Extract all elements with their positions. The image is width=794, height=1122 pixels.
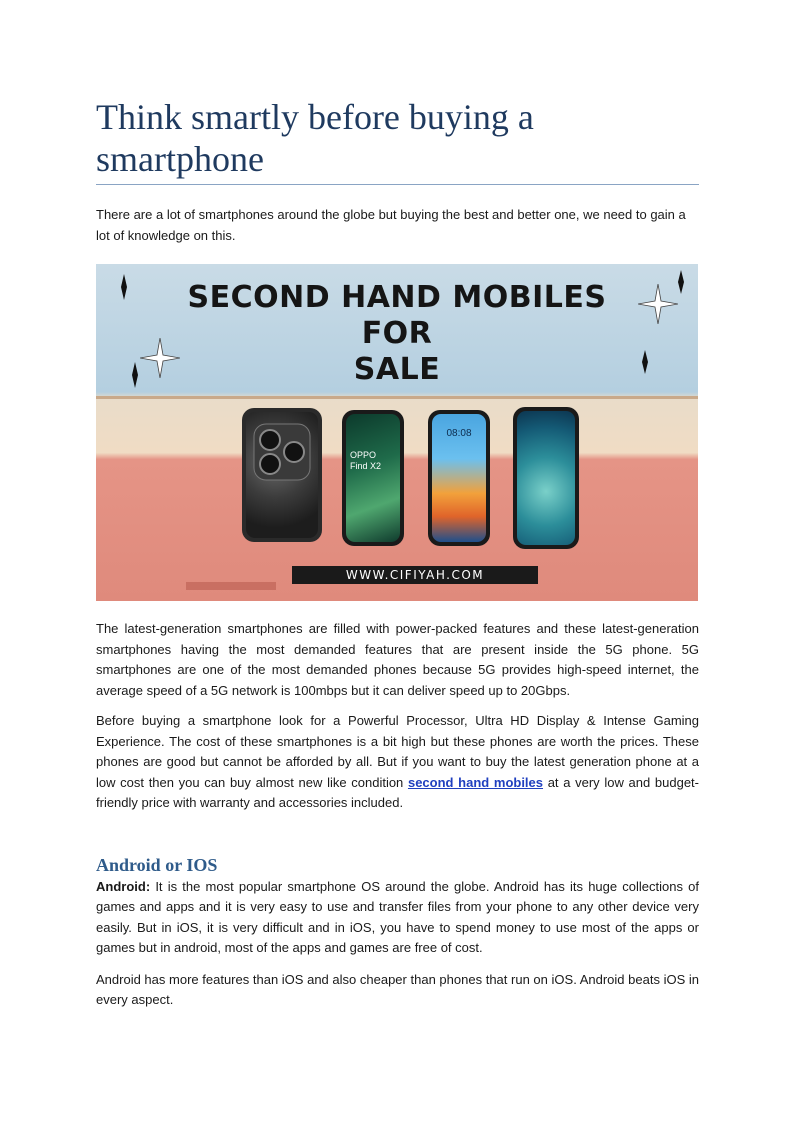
document-page: [96, 96, 699, 1011]
banner-line-2: FOR: [361, 316, 433, 351]
camera-module-icon: [252, 422, 312, 482]
section-heading: Android or IOS: [96, 854, 218, 875]
roof-block: [186, 582, 276, 590]
phone-image-2: [342, 410, 404, 546]
phone-clock: 08:08: [446, 428, 472, 439]
banner-image: [96, 264, 698, 601]
banner-line-1: SECOND HAND MOBILES: [187, 280, 607, 315]
intro-paragraph: There are a lot of smartphones around the globe but buying the best and better one, we need to gain a lot of knowledge on this.: [96, 207, 686, 243]
banner-headline: [96, 280, 698, 388]
second-hand-mobiles-link[interactable]: second hand mobiles: [407, 774, 544, 790]
paragraph-android: Android: It is the most popular smartphone OS around the globe. Android has its huge collections of games and apps and it is very easy to use and transfer files from your phone to any other device very easily. But in iOS, it is very difficult and in iOS, you have to spend money to use most of the apps or games but in android, most of the apps and games are free of cost.: [96, 878, 699, 955]
paragraph-5g: The latest-generation smartphones are filled with power-packed features and these latest-generation smartphones having the most demanded features that are present inside the 5G phone. 5G smartphones are one of the most demanded phones because 5G provides high-speed internet, the average speed of a 5G network is 100mbps but it can deliver speed up to 20Gbps.: [96, 621, 699, 698]
android-label: Android:: [96, 878, 151, 894]
page-title: Think smartly before buying a smartphone: [96, 96, 699, 185]
phone-screen-text: OPPO Find X2: [350, 450, 382, 471]
phone-image-3: [428, 410, 490, 546]
banner-line-3: SALE: [353, 352, 441, 387]
paragraph-buying: Before buying a smartphone look for a Powerful Processor, Ultra HD Display & Intense Gaming Experience. The cost of these smartphones is a bit high but these phones are worth the prices. These phones are good but cannot be afforded by all. But if you want to buy the latest generation phone at a low cost then you can buy almost new like condition second hand mobiles at a very low and budget-friendly price with warranty and accessories included.: [96, 713, 699, 810]
wall-ledge: [96, 396, 698, 399]
phone-image-1: [242, 408, 322, 542]
paragraph-android-vs-ios: Android has more features than iOS and also cheaper than phones that run on iOS. Android beats iOS in every aspect.: [96, 971, 699, 1007]
phone-image-4: [513, 407, 579, 549]
banner-url: WWW.CIFIYAH.COM: [292, 566, 538, 584]
